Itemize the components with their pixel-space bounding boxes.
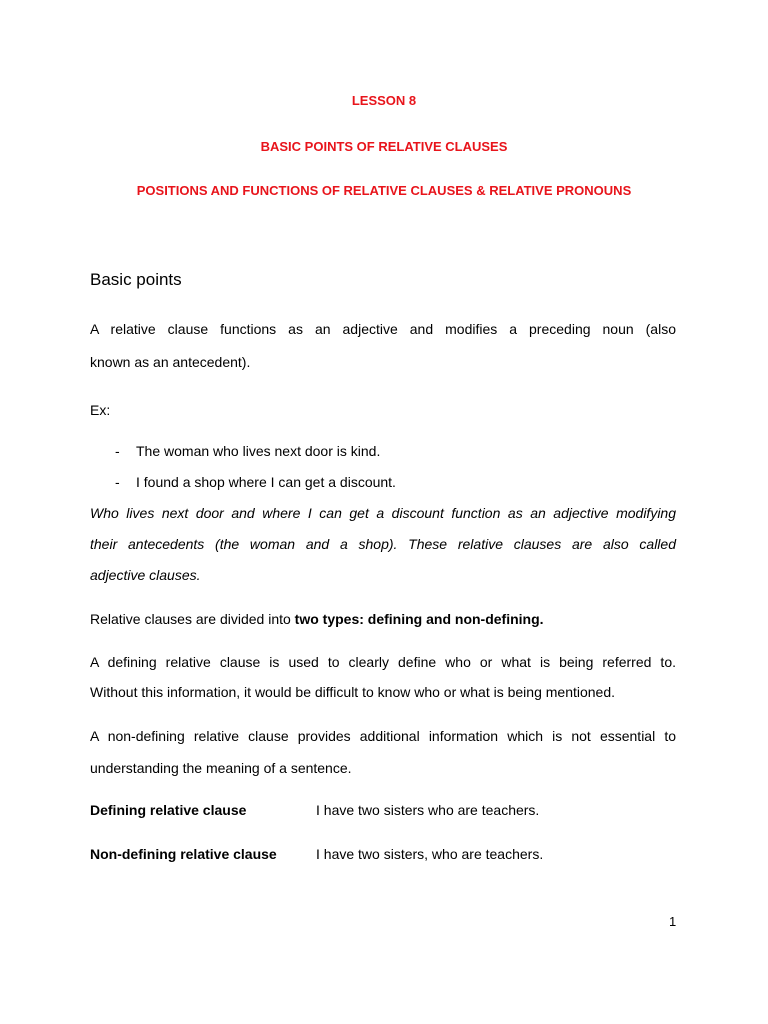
non-defining-example: I have two sisters, who are teachers. [316, 846, 544, 862]
types-prefix: Relative clauses are divided into [90, 611, 295, 627]
lesson-subtitle: POSITIONS AND FUNCTIONS OF RELATIVE CLAUSES & RELATIVE PRONOUNS [136, 183, 632, 198]
types-line [90, 611, 544, 627]
intro-line-2: known as an antecedent). [90, 354, 251, 370]
lesson-title: BASIC POINTS OF RELATIVE CLAUSES [260, 139, 508, 154]
intro-line-1: A relative clause functions as an adjective and modifies a preceding noun (also [90, 321, 676, 337]
defining-label: Defining relative clause [90, 802, 247, 818]
example-sentence-1: The woman who lives next door is kind. [136, 443, 381, 459]
bullet-dash: - [115, 474, 120, 490]
section-title: Basic points [90, 270, 182, 289]
explanation-line-1: Who lives next door and where I can get a discount function as an adjective modifying [90, 505, 676, 521]
example-sentence-2: I found a shop where I can get a discount. [136, 474, 396, 490]
defining-example: I have two sisters who are teachers. [316, 802, 540, 818]
lesson-number: LESSON 8 [351, 93, 417, 108]
page-number: 1 [669, 914, 677, 929]
types-bold: two types: defining and non-defining. [294, 611, 544, 627]
explanation-line-2: their antecedents (the woman and a shop). These relative clauses are also called [90, 536, 676, 552]
non-defining-line-1: A non-defining relative clause provides additional information which is not essential to [90, 728, 676, 744]
bullet-dash: - [115, 443, 120, 459]
non-defining-line-2: understanding the meaning of a sentence. [90, 760, 352, 776]
defining-line-2: Without this information, it would be difficult to know who or what is being mentioned. [90, 684, 616, 700]
non-defining-label: Non-defining relative clause [90, 846, 277, 862]
defining-line-1: A defining relative clause is used to clearly define who or what is being referred to. [90, 654, 676, 670]
example-label: Ex: [90, 402, 111, 418]
explanation-line-3: adjective clauses. [90, 567, 201, 583]
